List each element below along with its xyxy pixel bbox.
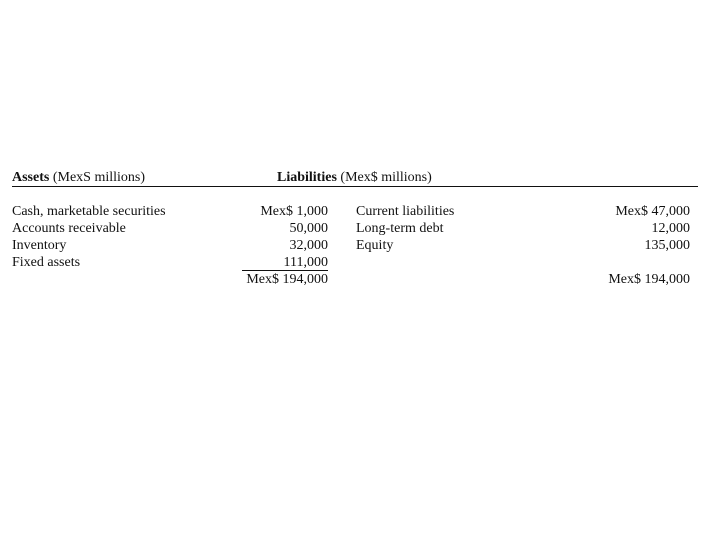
header-divider [12, 186, 698, 187]
assets-header-title: Assets [12, 170, 50, 185]
assets-values [200, 203, 328, 288]
liability-label-current: Current liabilities [356, 204, 455, 219]
asset-value-fixed: 111,000 [242, 255, 328, 271]
table-header [12, 169, 698, 187]
asset-label-cash: Cash, marketable securities [12, 204, 166, 219]
liability-value-equity: 135,000 [644, 238, 690, 253]
asset-value-inventory: 32,000 [289, 238, 328, 253]
liabilities-header [277, 169, 432, 186]
asset-label-inventory: Inventory [12, 238, 67, 253]
assets-header-unit: (MexS millions) [49, 170, 146, 185]
asset-value-receivable: 50,000 [289, 221, 328, 236]
liabilities-header-title: Liabilities [277, 170, 337, 185]
asset-value-cash: Mex$ 1,000 [260, 204, 328, 219]
assets-header [12, 169, 145, 186]
liabilities-header-unit: (Mex$ millions) [336, 170, 432, 185]
assets-labels [12, 203, 212, 271]
liabilities-spacer [560, 254, 690, 271]
assets-total: Mex$ 194,000 [246, 272, 328, 287]
liabilities-labels [356, 203, 556, 254]
liability-value-current: Mex$ 47,000 [615, 204, 690, 219]
liability-value-longterm: 12,000 [651, 221, 690, 236]
liability-label-equity: Equity [356, 238, 394, 253]
asset-value-fixed-wrap [200, 254, 328, 271]
liabilities-values [560, 203, 690, 288]
liabilities-total: Mex$ 194,000 [608, 272, 690, 287]
asset-label-fixed: Fixed assets [12, 255, 81, 270]
liability-label-longterm: Long-term debt [356, 221, 444, 236]
asset-label-receivable: Accounts receivable [12, 221, 126, 236]
